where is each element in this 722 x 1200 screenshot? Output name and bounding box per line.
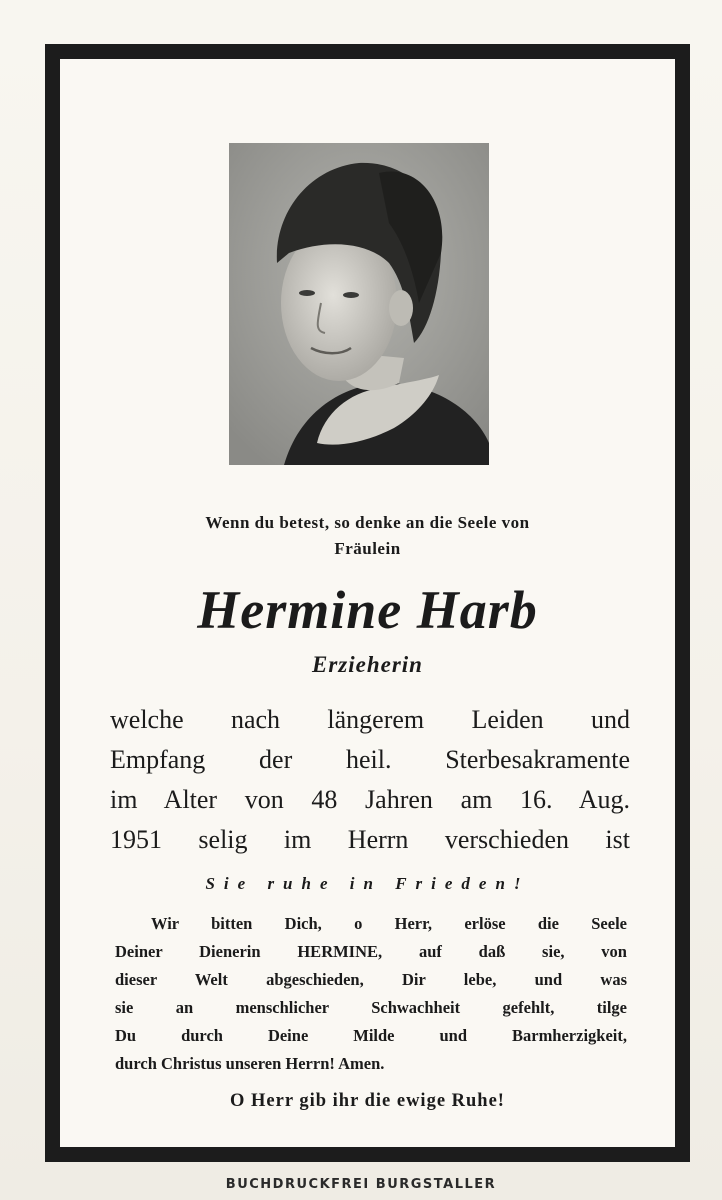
portrait-photo bbox=[229, 143, 489, 465]
closing-prayer: O Herr gib ihr die ewige Ruhe! bbox=[230, 1091, 505, 1111]
deceased-name: Hermine Harb bbox=[197, 580, 538, 640]
rest-in-peace: Sie ruhe in Frieden! bbox=[205, 874, 530, 893]
notice-line: 1951 selig im Herrn verschieden ist bbox=[110, 825, 630, 854]
printer-credit: BUCHDRUCKFREI BURGSTALLER bbox=[225, 1177, 497, 1192]
intro-text bbox=[60, 510, 675, 562]
prayer-line: dieser Welt abgeschieden, Dir lebe, und was bbox=[115, 970, 627, 989]
prayer-text bbox=[115, 910, 627, 1078]
prayer-line: sie an menschlicher Schwachheit gefehlt, tilge bbox=[115, 998, 627, 1017]
intro-line-2: Fräulein bbox=[334, 539, 401, 558]
death-notice-text bbox=[110, 700, 630, 860]
notice-line: im Alter von 48 Jahren am 16. Aug. bbox=[110, 785, 630, 814]
notice-line: Empfang der heil. Sterbesakramente bbox=[110, 745, 630, 774]
intro-line-1: Wenn du betest, so denke an die Seele von bbox=[205, 513, 530, 532]
prayer-line: Du durch Deine Milde und Barmherzigkeit, bbox=[115, 1026, 627, 1045]
occupation: Erzieherin bbox=[312, 652, 423, 677]
prayer-line: Wir bitten Dich, o Herr, erlöse die Seele bbox=[151, 914, 627, 933]
prayer-line: durch Christus unseren Herrn! Amen. bbox=[115, 1054, 385, 1073]
prayer-line: Deiner Dienerin HERMINE, auf daß sie, von bbox=[115, 942, 627, 961]
notice-line: welche nach längerem Leiden und bbox=[110, 705, 630, 734]
